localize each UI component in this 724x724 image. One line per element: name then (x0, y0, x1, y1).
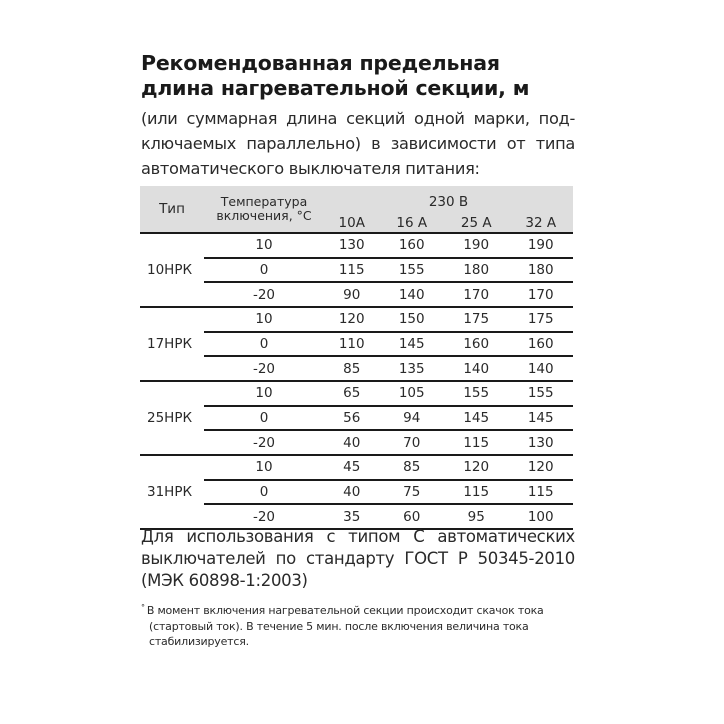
cell-length: 115 (324, 258, 379, 283)
header-current-16: 16 А (379, 210, 444, 233)
cell-length: 180 (444, 258, 509, 283)
table-row (140, 406, 573, 431)
cell-temperature: 10 (204, 455, 324, 480)
cell-length: 180 (508, 258, 573, 283)
cell-temperature: -20 (204, 356, 324, 381)
footnote (141, 600, 581, 650)
cell-length: 135 (379, 356, 444, 381)
table-row (140, 381, 573, 406)
cell-length: 155 (444, 381, 509, 406)
header-current-10: 10А (324, 210, 379, 233)
cell-length: 140 (379, 282, 444, 307)
cell-length: 145 (508, 406, 573, 431)
cell-length: 85 (379, 455, 444, 480)
cell-length: 115 (444, 480, 509, 505)
footnote-marker: ° (141, 603, 145, 612)
cell-length: 40 (324, 430, 379, 455)
cell-length: 115 (444, 430, 509, 455)
cell-length: 115 (508, 480, 573, 505)
cell-temperature: -20 (204, 282, 324, 307)
cell-length: 40 (324, 480, 379, 505)
cell-length: 160 (379, 233, 444, 258)
footnote-line-3: стабилизируется. (149, 635, 249, 648)
cell-length: 130 (508, 430, 573, 455)
cell-length: 35 (324, 504, 379, 529)
cell-type: 17НРК (140, 307, 204, 381)
page-title (141, 51, 581, 101)
cell-type: 10НРК (140, 233, 204, 307)
cell-temperature: -20 (204, 504, 324, 529)
cell-length: 155 (379, 258, 444, 283)
title-line-1: Рекомендованная предельная (141, 51, 500, 75)
cell-length: 170 (508, 282, 573, 307)
table-row (140, 332, 573, 357)
cell-temperature: -20 (204, 430, 324, 455)
cell-temperature: 0 (204, 258, 324, 283)
cell-length: 105 (379, 381, 444, 406)
cell-length: 56 (324, 406, 379, 431)
cell-length: 90 (324, 282, 379, 307)
cell-length: 85 (324, 356, 379, 381)
cell-length: 140 (508, 356, 573, 381)
cell-temperature: 0 (204, 480, 324, 505)
cell-length: 110 (324, 332, 379, 357)
table-row (140, 258, 573, 283)
table-row (140, 282, 573, 307)
table-row (140, 480, 573, 505)
header-current-25: 25 А (444, 210, 509, 233)
header-current-32: 32 А (508, 210, 573, 233)
header-type: Тип (140, 186, 204, 233)
cell-length: 155 (508, 381, 573, 406)
cell-length: 190 (444, 233, 509, 258)
cell-temperature: 10 (204, 381, 324, 406)
cell-length: 120 (444, 455, 509, 480)
cell-length: 60 (379, 504, 444, 529)
footnote-line-2: (стартовый ток). В течение 5 мин. после включения величина тока (149, 619, 529, 633)
cell-type: 31НРК (140, 455, 204, 529)
cell-length: 95 (444, 504, 509, 529)
cell-length: 145 (444, 406, 509, 431)
header-voltage: 230 В (324, 186, 573, 210)
cell-temperature: 10 (204, 307, 324, 332)
usage-note: Для использования с типом С автоматических выключателей по стандарту ГОСТ Р 50345-2010 (МЭК 60898-1:2003) (141, 527, 575, 590)
cell-length: 100 (508, 504, 573, 529)
title-line-2: длина нагревательной секции, м (141, 76, 530, 100)
cell-length: 160 (508, 332, 573, 357)
cell-type: 25НРК (140, 381, 204, 455)
cell-length: 120 (324, 307, 379, 332)
cell-length: 140 (444, 356, 509, 381)
cell-length: 65 (324, 381, 379, 406)
cell-temperature: 10 (204, 233, 324, 258)
cell-length: 160 (444, 332, 509, 357)
cell-length: 120 (508, 455, 573, 480)
cell-length: 150 (379, 307, 444, 332)
table-row (140, 430, 573, 455)
cell-length: 175 (508, 307, 573, 332)
footnote-line-1: В момент включения нагревательной секции происходит скачок тока (146, 604, 544, 617)
cell-length: 170 (444, 282, 509, 307)
cell-temperature: 0 (204, 406, 324, 431)
cell-length: 70 (379, 430, 444, 455)
cell-length: 190 (508, 233, 573, 258)
cell-length: 94 (379, 406, 444, 431)
cell-length: 130 (324, 233, 379, 258)
table-row (140, 307, 573, 332)
cell-length: 175 (444, 307, 509, 332)
cell-length: 45 (324, 455, 379, 480)
table-row (140, 233, 573, 258)
table-row (140, 356, 573, 381)
subtitle: (или суммарная длина секций одной марки, под-ключаемых параллельно) в зависимости от типа автоматического выключателя питания: (141, 109, 575, 178)
cell-length: 75 (379, 480, 444, 505)
length-table (140, 186, 573, 530)
cell-length: 145 (379, 332, 444, 357)
header-temperature: Температура включения, °С (204, 186, 324, 233)
cell-temperature: 0 (204, 332, 324, 357)
table-row (140, 455, 573, 480)
table-body (140, 233, 573, 529)
